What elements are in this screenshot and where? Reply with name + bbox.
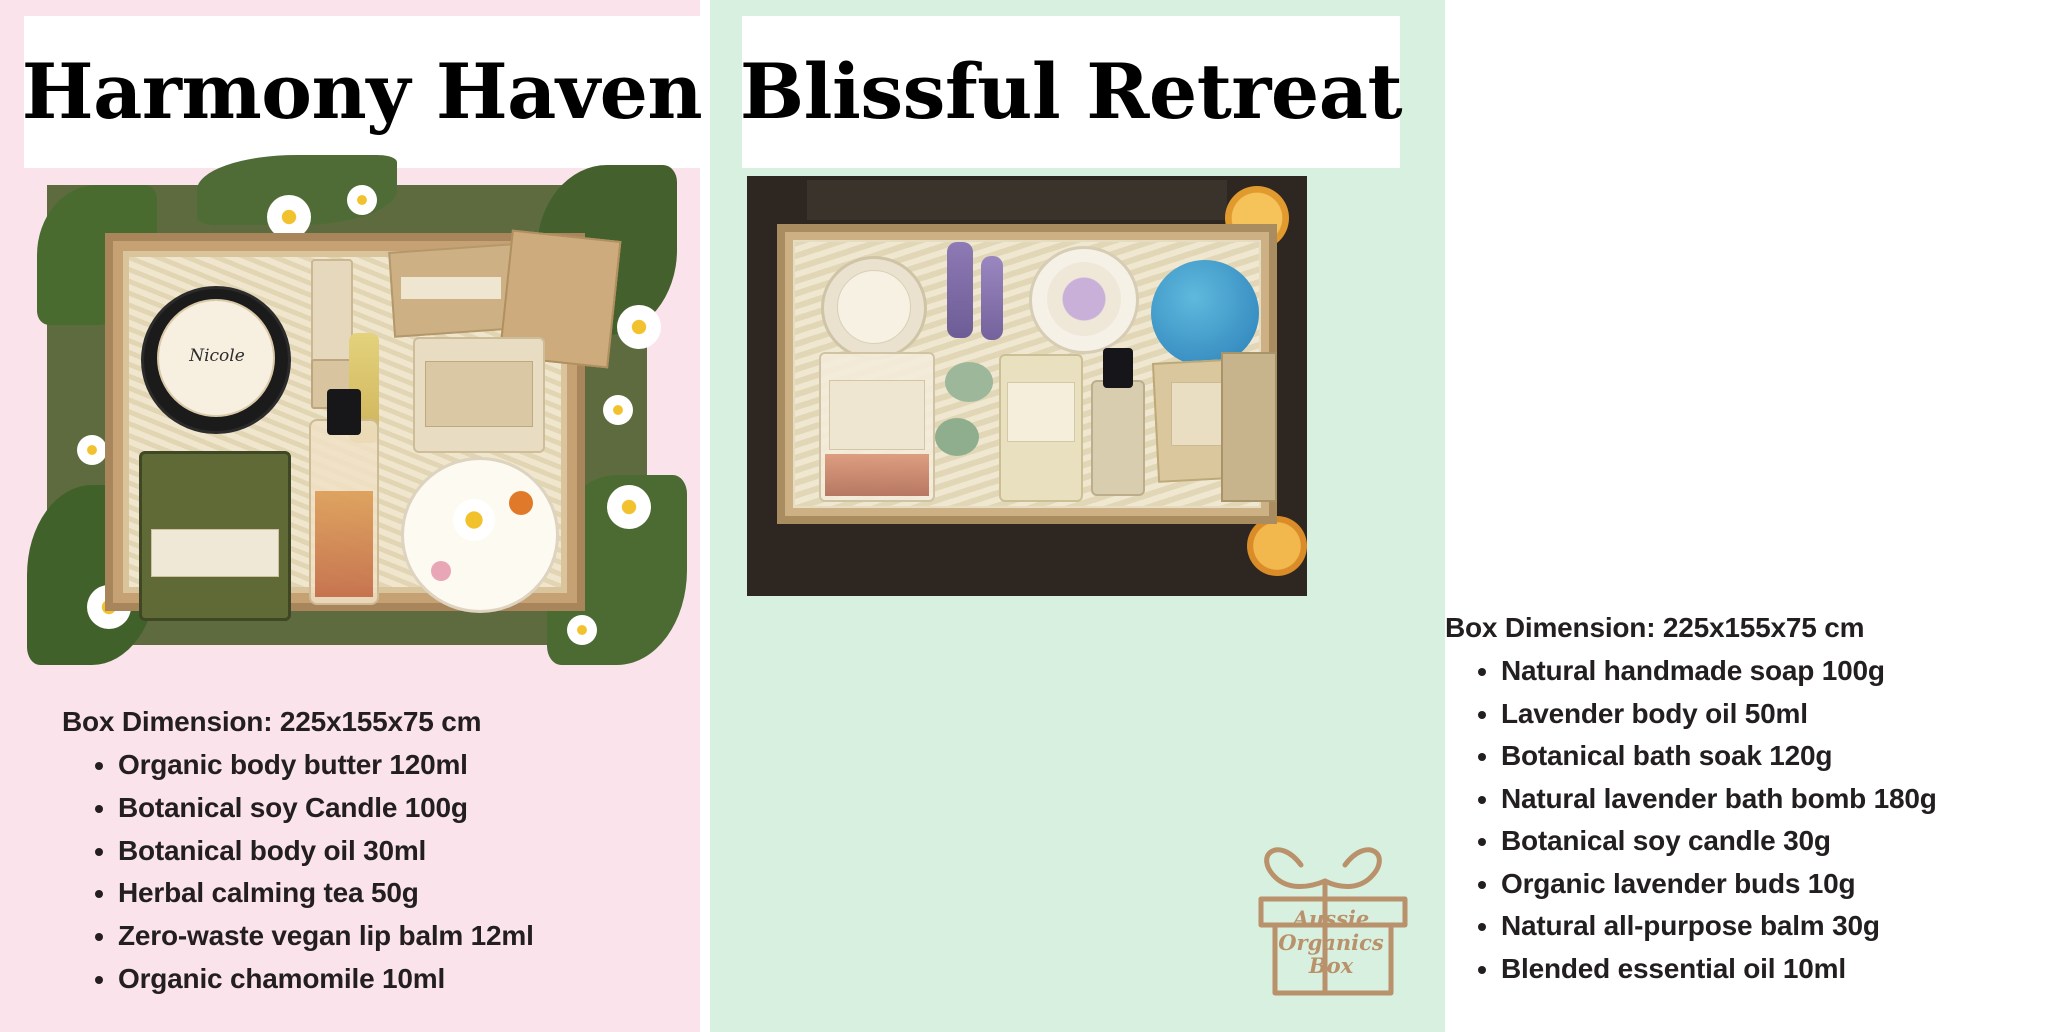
left-product-photo [47, 185, 647, 645]
right-spec-block [1445, 612, 2045, 990]
logo-line-2: Organics [1278, 929, 1384, 955]
list-item: • Organic body butter 120ml [118, 744, 682, 787]
logo-line-1: Aussie [1292, 906, 1370, 931]
right-title: Blissful Retreat [739, 47, 1403, 136]
list-item: • Natural lavender bath bomb 180g [1501, 778, 2045, 821]
right-title-bar [739, 16, 1403, 168]
right-photo-image [747, 176, 1307, 596]
list-item: • Lavender body oil 50ml [1501, 693, 2045, 736]
left-spec-block [62, 706, 682, 1001]
list-item: • Botanical soy candle 30g [1501, 820, 2045, 863]
panel-divider [700, 0, 710, 1032]
panel-blissful-retreat [710, 0, 1937, 1032]
right-product-photo [747, 176, 1307, 596]
list-item: • Natural handmade soap 100g [1501, 650, 2045, 693]
list-item: • Botanical body oil 30ml [118, 830, 682, 873]
gift-box-icon [1241, 825, 1421, 1000]
list-item: • Zero-waste vegan lip balm 12ml [118, 915, 682, 958]
list-item: • Blended essential oil 10ml [1501, 948, 2045, 991]
right-item-list [1445, 650, 2045, 990]
left-photo-image: Nicole [47, 185, 647, 645]
brand-logo [1241, 825, 1421, 1000]
list-item: • Natural all-purpose balm 30g [1501, 905, 2045, 948]
panel-harmony-haven [0, 0, 703, 1032]
left-item-list [62, 744, 682, 1001]
left-title: Harmony Haven [21, 47, 703, 136]
list-item: • Organic chamomile 10ml [118, 958, 682, 1001]
right-box-dimension: Box Dimension: 225x155x75 cm [1445, 612, 1865, 643]
list-item: • Botanical bath soak 120g [1501, 735, 2045, 778]
left-box-dimension: Box Dimension: 225x155x75 cm [62, 706, 482, 737]
logo-line-3: Box [1308, 953, 1354, 979]
list-item: • Botanical soy Candle 100g [118, 787, 682, 830]
left-title-bar [21, 16, 703, 168]
list-item: • Herbal calming tea 50g [118, 872, 682, 915]
list-item: • Organic lavender buds 10g [1501, 863, 2045, 906]
